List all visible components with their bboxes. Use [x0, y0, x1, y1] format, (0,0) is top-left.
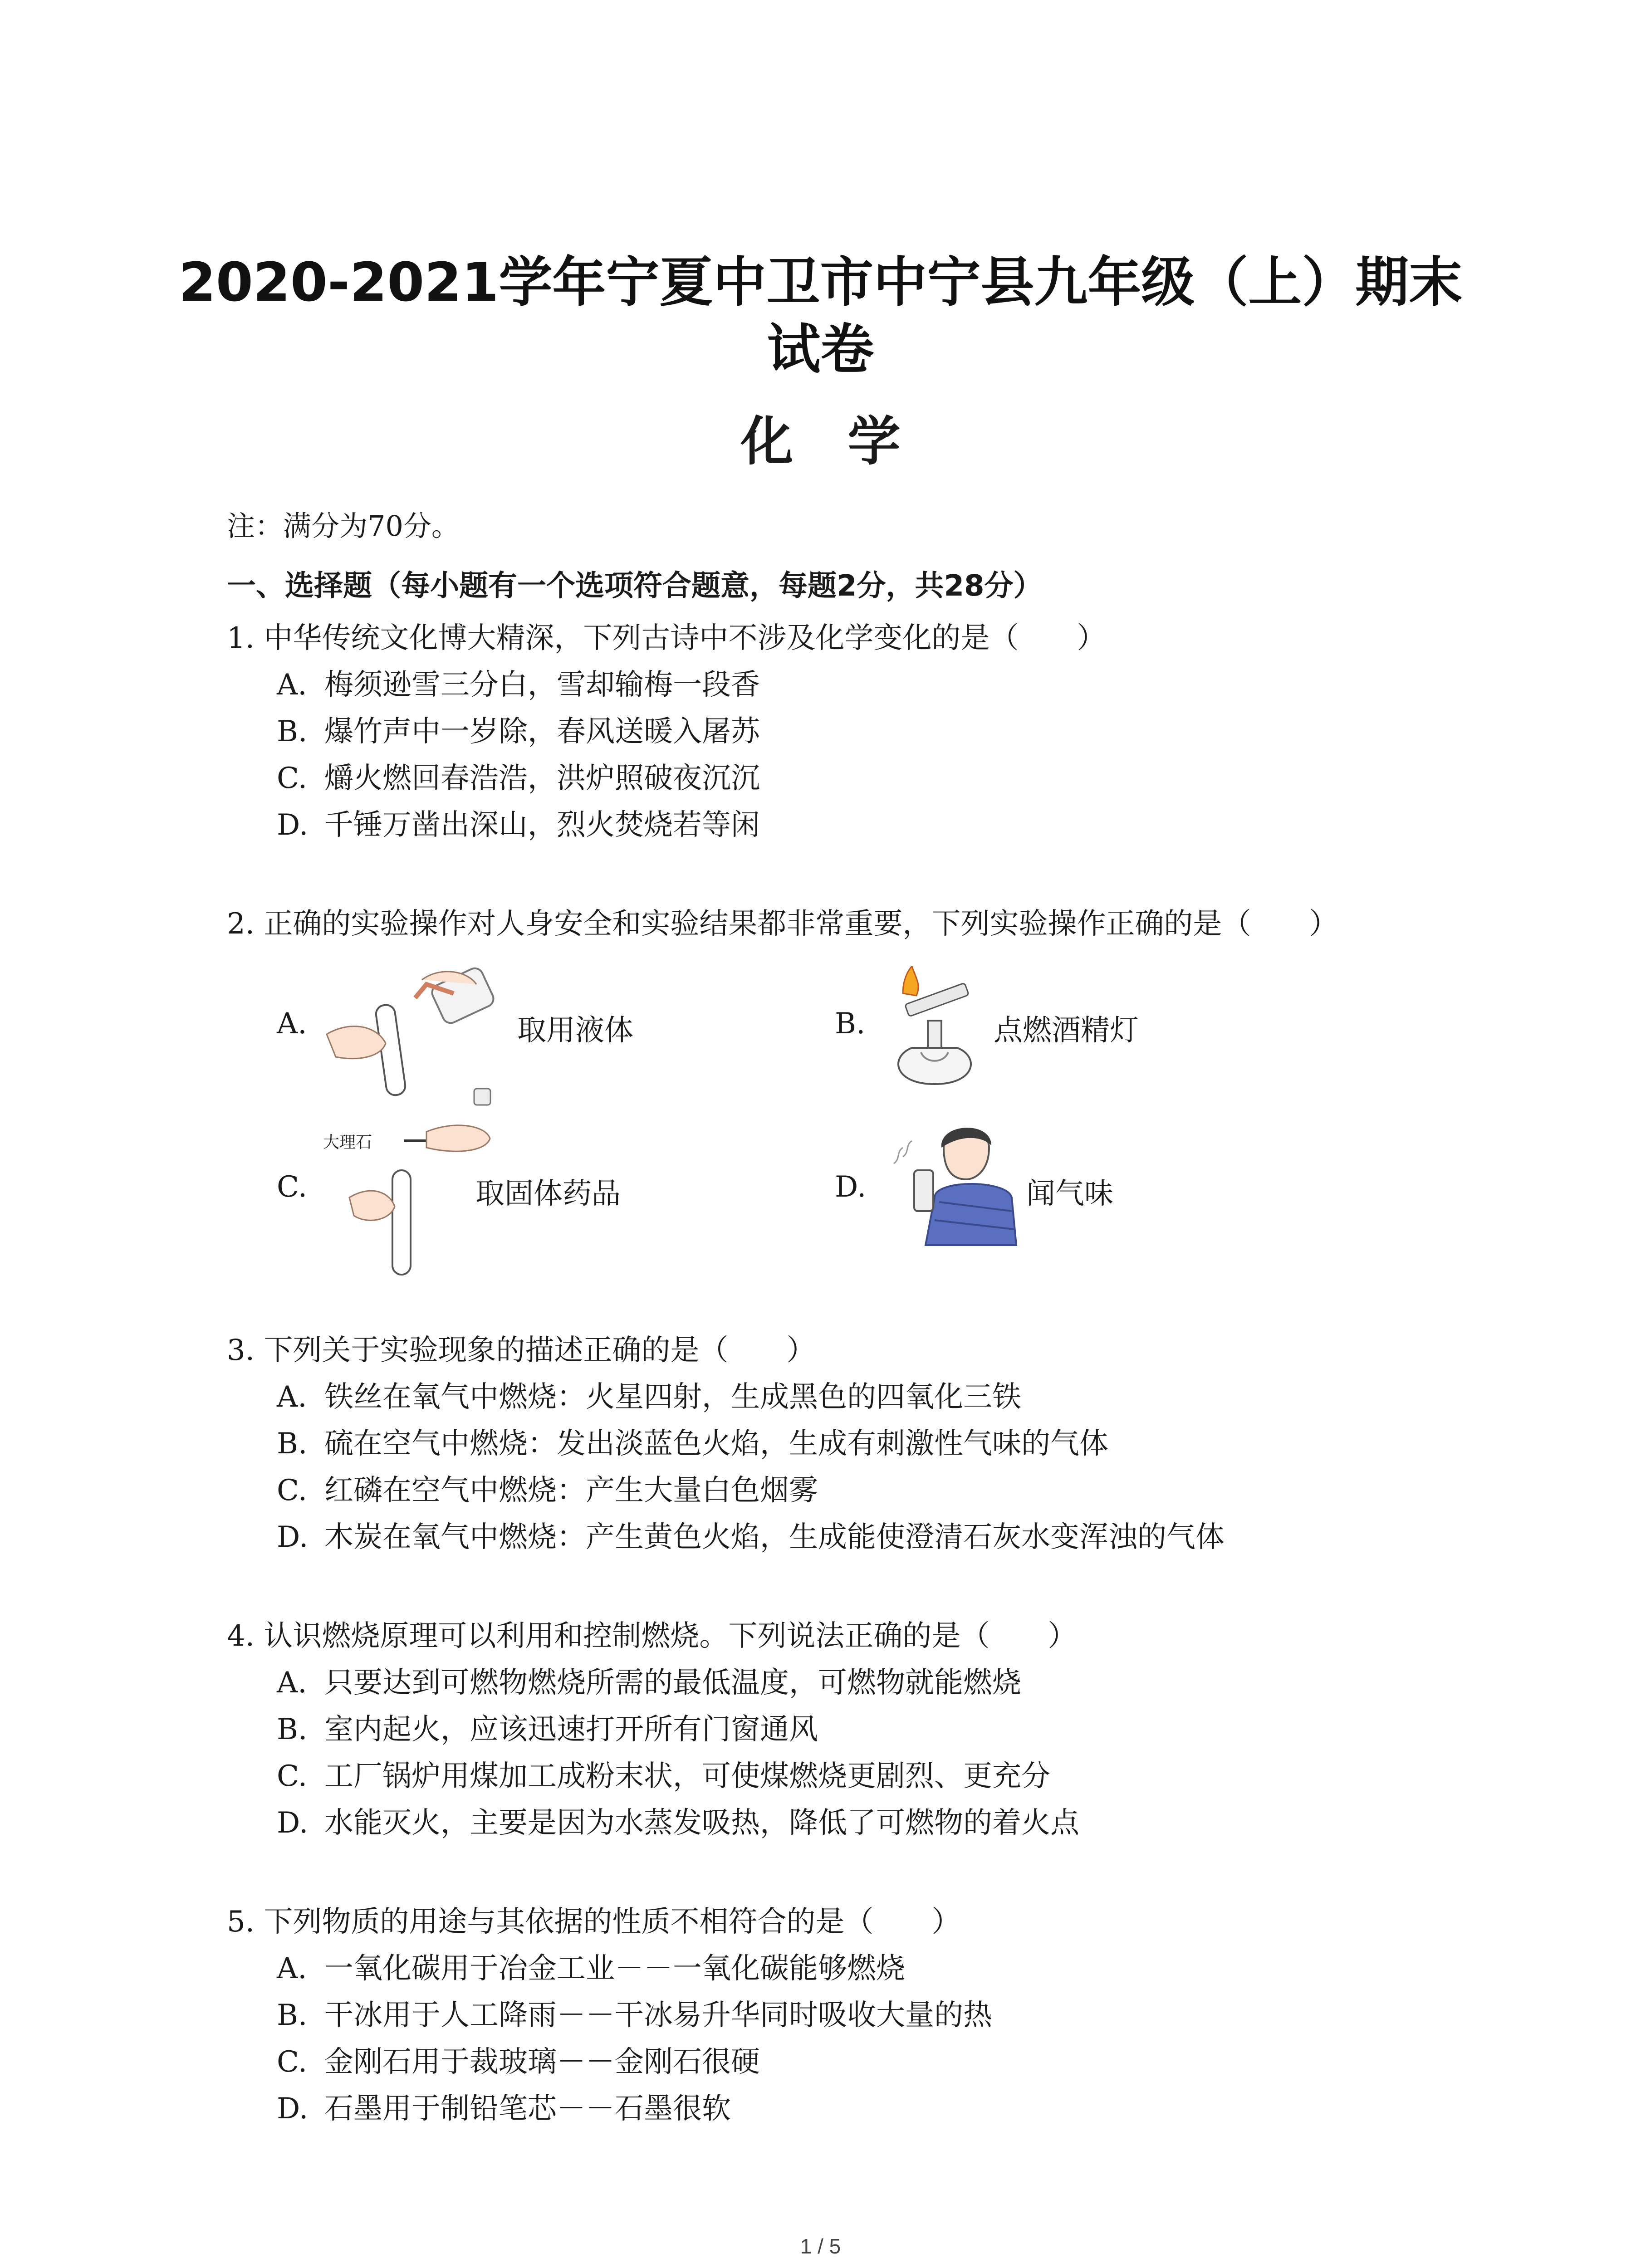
option-label: C. [277, 1474, 308, 1507]
question-1-option-b [277, 708, 760, 750]
page-number: 1 / 5 [800, 2234, 841, 2258]
question-5-option-a [277, 1945, 905, 1987]
option-label: C. [277, 762, 308, 795]
question-4-option-d [277, 1799, 1079, 1841]
question-3-option-c [277, 1467, 818, 1509]
option-text: 红磷在空气中燃烧：产生大量白色烟雾 [324, 1474, 818, 1507]
question-4-option-a [277, 1659, 1021, 1701]
option-text: 千锤万凿出深山，烈火焚烧若等闲 [324, 808, 760, 842]
question-3-option-d [277, 1514, 1225, 1555]
question-1-option-c [277, 755, 760, 797]
option-label: B. [277, 1999, 308, 2032]
option-label: A. [277, 1952, 307, 1985]
option-text: 硫在空气中燃烧：发出淡蓝色火焰，生成有刺激性气味的气体 [324, 1427, 1108, 1461]
pouring-liquid-icon [318, 966, 508, 1116]
option-label: B. [277, 715, 308, 748]
option-label: D. [277, 808, 309, 842]
option-label: C. [277, 2045, 308, 2079]
question-2-option-c-label: C. [277, 1170, 308, 1204]
option-label: B. [277, 1427, 308, 1461]
option-text: 室内起火，应该迅速打开所有门窗通风 [324, 1713, 818, 1746]
option-label: B. [277, 1713, 308, 1746]
question-2-option-b-text: 点燃酒精灯 [994, 1014, 1139, 1047]
smelling-gas-icon [885, 1120, 1021, 1247]
option-text: 水能灭火，主要是因为水蒸发吸热，降低了可燃物的着火点 [324, 1806, 1079, 1840]
question-5-option-b [277, 1992, 992, 2033]
option-text: 爆竹声中一岁除，春风送暖入屠苏 [324, 715, 760, 748]
question-3-option-a [277, 1374, 1021, 1415]
option-label: A. [277, 1380, 307, 1414]
question-2-option-d-label: D. [835, 1170, 867, 1204]
question-1-option-a [277, 661, 760, 703]
exam-title: 2020-2021学年宁夏中卫市中宁县九年级（上）期末试卷 [178, 251, 1463, 381]
question-4-option-b [277, 1706, 818, 1748]
question-3-stem: 3. 下列关于实验现象的描述正确的是（ ） [227, 1334, 816, 1367]
option-text: 梅须逊雪三分白，雪却输梅一段香 [324, 668, 760, 702]
option-text: 干冰用于人工降雨－－干冰易升华同时吸收大量的热 [324, 1999, 992, 2032]
question-3-option-b [277, 1420, 1108, 1462]
alcohol-lamp-icon [885, 966, 985, 1089]
option-label: C. [277, 1760, 308, 1793]
question-2-option-b-label: B. [835, 1007, 866, 1041]
question-2-option-d-text: 闻气味 [1026, 1177, 1113, 1211]
option-label: D. [277, 2092, 309, 2126]
question-5-stem: 5. 下列物质的用途与其依据的性质不相符合的是（ ） [227, 1905, 961, 1939]
question-1-stem: 1. 中华传统文化博大精深，下列古诗中不涉及化学变化的是（ ） [227, 621, 1106, 655]
option-text: 一氧化碳用于冶金工业－－一氧化碳能够燃烧 [324, 1952, 905, 1985]
question-2-stem: 2. 正确的实验操作对人身安全和实验结果都非常重要，下列实验操作正确的是（ ） [227, 907, 1338, 941]
question-2-option-a-label: A. [277, 1007, 307, 1041]
option-text: 铁丝在氧气中燃烧：火星四射，生成黑色的四氧化三铁 [324, 1380, 1021, 1414]
option-text: 工厂锅炉用煤加工成粉末状，可使煤燃烧更剧烈、更充分 [324, 1760, 1050, 1793]
question-5-option-d [277, 2085, 731, 2127]
option-label: D. [277, 1806, 309, 1840]
question-1-option-d [277, 802, 760, 843]
option-label: A. [277, 668, 307, 702]
option-text: 石墨用于制铅笔芯－－石墨很软 [324, 2092, 731, 2126]
option-text: 爝火燃回春浩浩，洪炉照破夜沉沉 [324, 762, 760, 795]
option-label: D. [277, 1520, 309, 1554]
question-2-option-a-text: 取用液体 [517, 1014, 633, 1047]
question-4-option-c [277, 1753, 1050, 1794]
option-text: 金刚石用于裁玻璃－－金刚石很硬 [324, 2045, 760, 2079]
question-2-option-c-text: 取固体药品 [475, 1177, 621, 1211]
option-label: A. [277, 1666, 307, 1700]
option-text: 木炭在氧气中燃烧：产生黄色火焰，生成能使澄清石灰水变浑浊的气体 [324, 1520, 1225, 1554]
section-heading: 一、选择题（每小题有一个选项符合题意，每题2分，共28分） [227, 569, 1043, 603]
subject-heading: 化学 [740, 411, 955, 472]
question-5-option-c [277, 2038, 760, 2080]
marble-label: 大理石 [323, 1133, 372, 1152]
score-note: 注：满分为70分。 [227, 509, 460, 543]
option-text: 只要达到可燃物燃烧所需的最低温度，可燃物就能燃烧 [324, 1666, 1021, 1700]
question-4-stem: 4. 认识燃烧原理可以利用和控制燃烧。下列说法正确的是（ ） [227, 1619, 1077, 1653]
